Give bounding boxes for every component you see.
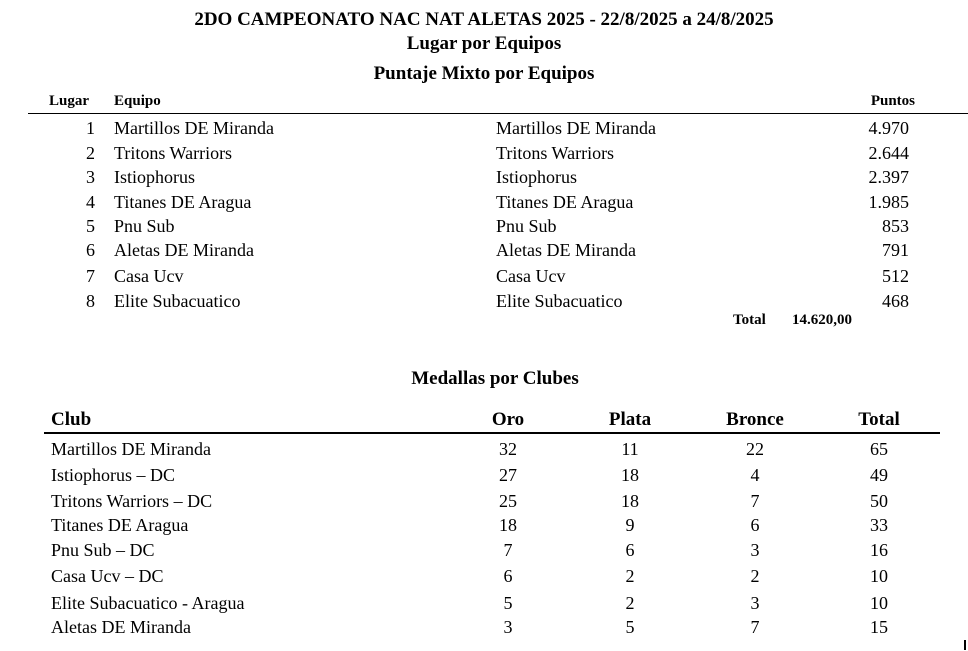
row-equipo-secondary: Tritons Warriors xyxy=(496,143,615,163)
table-row xyxy=(0,143,968,168)
section-title-puntaje: Puntaje Mixto por Equipos xyxy=(373,63,595,84)
row-puntos: 468 xyxy=(882,291,909,311)
column-header-total: Total xyxy=(858,409,900,430)
table-row xyxy=(0,593,968,618)
row-oro: 6 xyxy=(503,566,513,586)
document-subtitle: Lugar por Equipos xyxy=(406,33,562,54)
row-oro: 25 xyxy=(499,491,517,511)
row-total: 10 xyxy=(870,593,888,613)
row-lugar: 1 xyxy=(86,118,95,138)
row-total: 50 xyxy=(870,491,888,511)
row-puntos: 4.970 xyxy=(868,118,909,138)
row-equipo: Pnu Sub xyxy=(114,216,175,236)
row-total: 16 xyxy=(870,540,888,560)
row-oro: 5 xyxy=(503,593,513,613)
row-plata: 2 xyxy=(625,566,635,586)
row-lugar: 7 xyxy=(86,266,95,286)
table-row xyxy=(0,192,968,217)
row-equipo-secondary: Pnu Sub xyxy=(496,216,557,236)
document-title: 2DO CAMPEONATO NAC NAT ALETAS 2025 - 22/8/2025 a 24/8/2025 xyxy=(194,9,774,30)
row-lugar: 2 xyxy=(86,143,95,163)
row-bronce: 3 xyxy=(750,593,760,613)
row-plata: 9 xyxy=(625,515,635,535)
row-club: Martillos DE Miranda xyxy=(51,439,211,459)
column-header-plata: Plata xyxy=(608,409,652,430)
row-total: 15 xyxy=(870,617,888,637)
column-header-bronce: Bronce xyxy=(726,409,784,430)
row-club: Aletas DE Miranda xyxy=(51,617,191,637)
table-header-rule xyxy=(28,113,968,114)
row-bronce: 2 xyxy=(750,566,760,586)
row-puntos: 791 xyxy=(882,240,909,260)
table-row xyxy=(0,167,968,192)
total-value: 14.620,00 xyxy=(792,312,852,328)
row-equipo: Casa Ucv xyxy=(114,266,184,286)
table-row xyxy=(0,439,968,464)
table-row xyxy=(0,216,968,241)
row-equipo-secondary: Istiophorus xyxy=(496,167,577,187)
table-row xyxy=(0,465,968,490)
page-edge-mark xyxy=(964,640,966,650)
row-puntos: 2.644 xyxy=(868,143,909,163)
row-plata: 5 xyxy=(625,617,635,637)
column-header-lugar: Lugar xyxy=(49,93,90,109)
total-label: Total xyxy=(733,312,766,328)
row-total: 65 xyxy=(870,439,888,459)
row-bronce: 6 xyxy=(750,515,760,535)
table-row xyxy=(0,617,968,642)
section-title-medallas: Medallas por Clubes xyxy=(411,368,579,389)
row-plata: 6 xyxy=(625,540,635,560)
row-puntos: 2.397 xyxy=(868,167,909,187)
row-equipo-secondary: Casa Ucv xyxy=(496,266,566,286)
row-lugar: 6 xyxy=(86,240,95,260)
row-lugar: 4 xyxy=(86,192,95,212)
column-header-oro: Oro xyxy=(491,409,525,430)
column-header-club: Club xyxy=(51,409,92,430)
table-row xyxy=(0,266,968,291)
row-plata: 2 xyxy=(625,593,635,613)
row-equipo: Aletas DE Miranda xyxy=(114,240,254,260)
column-header-equipo: Equipo xyxy=(114,93,161,109)
row-plata: 11 xyxy=(621,439,639,459)
row-club: Istiophorus – DC xyxy=(51,465,176,485)
row-lugar: 8 xyxy=(86,291,95,311)
row-total: 33 xyxy=(870,515,888,535)
row-oro: 7 xyxy=(503,540,513,560)
table-row xyxy=(0,515,968,540)
table-row xyxy=(0,240,968,265)
row-equipo: Elite Subacuatico xyxy=(114,291,241,311)
row-oro: 18 xyxy=(499,515,517,535)
row-bronce: 3 xyxy=(750,540,760,560)
row-total: 10 xyxy=(870,566,888,586)
row-puntos: 512 xyxy=(882,266,909,286)
row-oro: 27 xyxy=(499,465,517,485)
row-club: Tritons Warriors – DC xyxy=(51,491,213,511)
row-bronce: 4 xyxy=(750,465,760,485)
row-equipo-secondary: Martillos DE Miranda xyxy=(496,118,656,138)
row-equipo: Martillos DE Miranda xyxy=(114,118,274,138)
table-row xyxy=(0,118,968,143)
row-equipo: Tritons Warriors xyxy=(114,143,233,163)
row-lugar: 3 xyxy=(86,167,95,187)
column-header-puntos: Puntos xyxy=(870,93,915,109)
row-lugar: 5 xyxy=(86,216,95,236)
row-oro: 3 xyxy=(503,617,513,637)
row-bronce: 7 xyxy=(750,491,760,511)
row-equipo-secondary: Titanes DE Aragua xyxy=(496,192,634,212)
row-equipo: Istiophorus xyxy=(114,167,195,187)
row-bronce: 7 xyxy=(750,617,760,637)
row-club: Casa Ucv – DC xyxy=(51,566,164,586)
row-equipo-secondary: Aletas DE Miranda xyxy=(496,240,636,260)
row-total: 49 xyxy=(870,465,888,485)
row-plata: 18 xyxy=(621,491,639,511)
row-oro: 32 xyxy=(499,439,517,459)
row-bronce: 22 xyxy=(746,439,764,459)
row-equipo: Titanes DE Aragua xyxy=(114,192,252,212)
table-row xyxy=(0,491,968,516)
row-club: Pnu Sub – DC xyxy=(51,540,155,560)
table-row xyxy=(0,540,968,565)
table-row xyxy=(0,566,968,591)
row-equipo-secondary: Elite Subacuatico xyxy=(496,291,623,311)
row-puntos: 1.985 xyxy=(868,192,909,212)
table-header-rule xyxy=(44,432,940,434)
row-club: Elite Subacuatico - Aragua xyxy=(51,593,245,613)
row-club: Titanes DE Aragua xyxy=(51,515,189,535)
row-plata: 18 xyxy=(621,465,639,485)
row-puntos: 853 xyxy=(882,216,909,236)
